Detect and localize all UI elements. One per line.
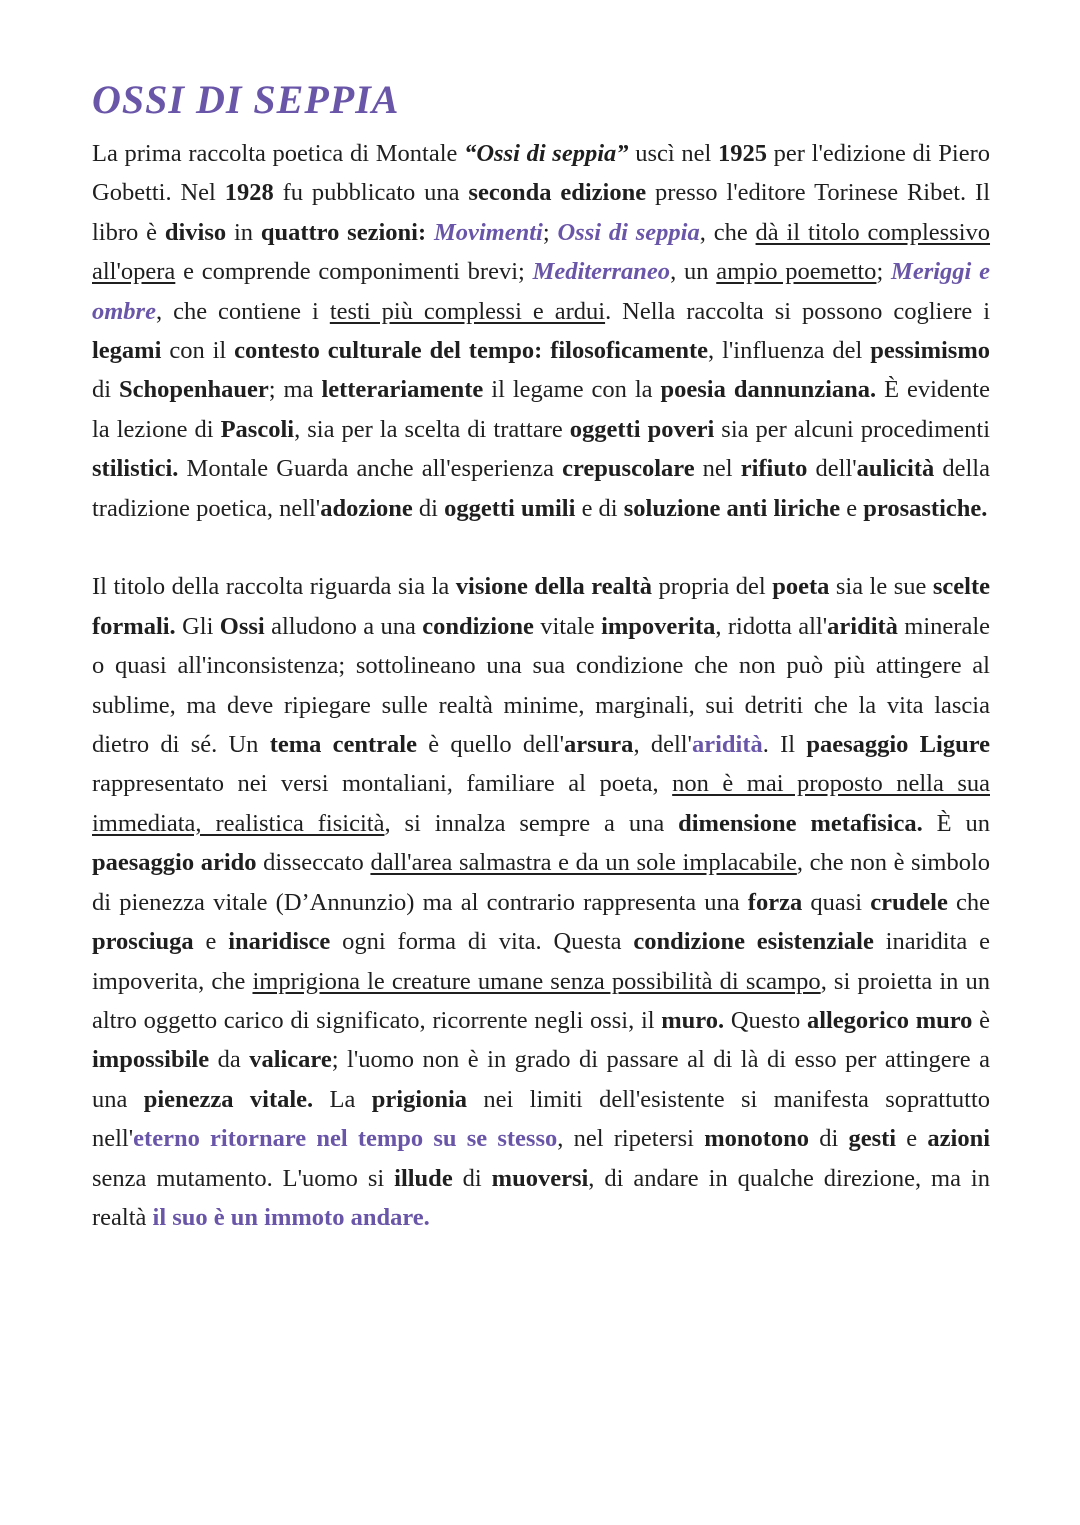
text-segment: prosastiche.: [863, 494, 988, 522]
text-segment: pienezza vitale.: [143, 1085, 314, 1113]
text-segment: Il titolo della raccolta riguarda sia la: [92, 573, 456, 601]
text-segment: crepuscolare: [562, 455, 695, 483]
text-segment: disseccato: [256, 849, 371, 877]
text-segment: valicare: [249, 1046, 332, 1074]
text-segment: dimensione metafisica.: [678, 809, 923, 837]
text-segment: condizione: [422, 612, 534, 640]
text-segment: 1925: [717, 140, 767, 167]
text-segment: [426, 219, 434, 246]
text-segment: filosoficamente: [550, 337, 709, 365]
text-segment: , si proietta in un altro oggetto carico di significato, ricorrente negli ossi, il: [92, 967, 990, 1034]
text-segment: da: [209, 1046, 250, 1074]
page-title: OSSI DI SEPPIA: [92, 77, 400, 122]
text-segment: crudele: [870, 888, 948, 916]
text-segment: dell': [807, 455, 857, 483]
text-segment: stilistici.: [92, 455, 179, 483]
text-segment: di: [809, 1125, 849, 1153]
text-segment: 1928: [224, 179, 274, 207]
text-segment: ; l'uomo non è in grado di passare al di là di esso per attingere a una: [92, 1046, 990, 1113]
paragraph-title-meaning: [92, 567, 990, 1237]
text-segment: arsura: [564, 731, 634, 759]
text-segment: quasi: [802, 888, 871, 916]
text-segment: ampio poemetto: [716, 258, 877, 286]
text-segment: Schopenhauer: [119, 376, 269, 404]
text-segment: prosciuga: [92, 928, 194, 956]
text-segment: sia le sue: [829, 573, 933, 601]
text-segment: per l'edizione di Piero Gobetti. Nel: [92, 140, 990, 207]
text-segment: , l'influenza del: [708, 337, 871, 365]
text-segment: , che: [699, 218, 756, 246]
text-segment: fu pubblicato una: [273, 179, 469, 207]
text-segment: muro.: [661, 1006, 725, 1034]
text-segment: , che non è simbolo di pienezza vitale (D’Annunzio) ma al contrario rappresenta una: [92, 849, 991, 916]
text-segment: Ossi: [219, 612, 265, 640]
paragraph-intro: [92, 134, 990, 528]
document-page: [92, 72, 990, 1237]
text-segment: il legame con la: [483, 376, 661, 404]
text-segment: e: [193, 928, 229, 956]
text-segment: ogni forma di vita. Questa: [330, 928, 634, 956]
text-segment: aridità: [691, 731, 763, 759]
text-segment: La: [313, 1085, 372, 1113]
text-segment: senza mutamento. L'uomo si: [92, 1164, 395, 1192]
text-segment: e di: [575, 494, 624, 522]
text-segment: il suo è un immoto andare.: [152, 1203, 430, 1231]
text-segment: rappresentato nei versi montaliani, familiare al poeta,: [92, 770, 673, 798]
text-segment: , ridotta all': [715, 612, 828, 640]
text-segment: Meriggi e ombre: [92, 258, 990, 325]
text-segment: È evidente la lezione di: [92, 376, 990, 443]
text-segment: oggetti poveri: [569, 415, 715, 443]
text-segment: e comprende componimenti brevi;: [175, 258, 533, 286]
text-segment: , un: [670, 258, 717, 286]
text-segment: È un: [922, 809, 991, 837]
text-segment: inaridita e impoverita, che: [92, 928, 991, 995]
text-segment: diviso: [164, 218, 227, 246]
text-segment: oggetti umili: [444, 494, 576, 522]
text-segment: quattro sezioni:: [260, 218, 427, 246]
text-segment: eterno ritornare nel tempo su se stesso: [133, 1125, 558, 1153]
text-segment: legami: [92, 337, 162, 365]
text-segment: paesaggio Ligure: [806, 731, 991, 759]
text-segment: allegorico muro: [806, 1006, 973, 1034]
text-segment: ; ma: [268, 376, 322, 404]
text-segment: rifiuto: [740, 455, 808, 483]
text-segment: aulicità: [856, 455, 935, 483]
text-segment: aridità: [827, 612, 898, 640]
text-segment: gesti: [848, 1125, 897, 1153]
text-segment: Ossi di seppia: [557, 218, 700, 246]
text-segment: dall'area salmastra e da un sole implacabile: [370, 849, 797, 877]
text-segment: di: [412, 494, 445, 522]
text-segment: monotono: [704, 1125, 810, 1153]
text-segment: impossibile: [92, 1046, 210, 1074]
text-segment: , nel ripetersi: [557, 1125, 705, 1153]
text-segment: , sia per la scelta di trattare: [294, 415, 570, 443]
text-segment: soluzione anti liriche: [623, 494, 841, 522]
text-segment: della tradizione poetica, nell': [92, 455, 990, 522]
text-segment: nel: [694, 455, 741, 483]
text-segment: [542, 337, 550, 364]
text-segment: che: [947, 888, 991, 916]
text-segment: Gli: [175, 612, 220, 640]
text-segment: , che contiene i: [155, 297, 330, 325]
text-segment: Montale Guarda anche all'esperienza: [178, 455, 563, 483]
text-segment: non è mai proposto nella sua immediata, realistica fisicità: [92, 770, 990, 837]
text-segment: è: [972, 1006, 990, 1034]
text-segment: letterariamente: [321, 376, 484, 404]
text-segment: , di andare in qualche direzione, ma in realtà: [92, 1164, 990, 1231]
text-segment: inaridisce: [228, 928, 331, 956]
text-segment: minerale o quasi all'inconsistenza; sottolineano una sua condizione che non può più attingere al sublime, ma deve ripiegare sulle realtà minime, marginali, sui detriti che la vita lascia dietro di sé. Un: [92, 612, 991, 759]
text-segment: forza: [747, 888, 803, 916]
text-segment: seconda edizione: [468, 179, 647, 207]
text-segment: con il: [161, 337, 235, 365]
text-segment: uscì nel: [628, 140, 718, 167]
text-segment: propria del: [652, 573, 773, 601]
text-segment: prigionia: [371, 1085, 468, 1113]
text-segment: , dell': [633, 731, 692, 759]
text-segment: e: [840, 494, 864, 522]
text-segment: di: [452, 1164, 492, 1192]
text-segment: scelte formali.: [92, 573, 990, 640]
text-segment: è quello dell': [416, 731, 565, 759]
text-segment: in: [226, 218, 261, 246]
text-segment: imprigiona le creature umane senza possibilità di scampo: [252, 967, 821, 995]
text-segment: alludono a una: [264, 612, 423, 640]
text-segment: Questo: [724, 1006, 807, 1034]
text-segment: visione della realtà: [455, 573, 653, 601]
text-segment: “Ossi di seppia”: [464, 140, 629, 167]
text-segment: adozione: [320, 494, 413, 522]
text-segment: muoversi: [491, 1164, 589, 1192]
text-segment: vitale: [533, 612, 602, 640]
text-segment: Pascoli: [220, 415, 295, 443]
text-segment: impoverita: [601, 612, 716, 640]
text-segment: La prima raccolta poetica di Montale: [92, 140, 465, 167]
text-segment: tema centrale: [269, 731, 417, 759]
text-segment: paesaggio arido: [92, 849, 257, 877]
text-segment: contesto culturale del tempo:: [234, 337, 543, 365]
text-segment: Movimenti: [433, 218, 543, 246]
text-segment: ;: [542, 218, 558, 246]
text-segment: ;: [876, 258, 892, 286]
text-segment: poeta: [772, 573, 830, 601]
text-segment: azioni: [927, 1125, 991, 1153]
text-segment: dà il titolo complessivo all'opera: [92, 218, 991, 286]
text-segment: condizione esistenziale: [633, 928, 874, 956]
text-segment: . Il: [762, 731, 807, 759]
text-segment: illude: [394, 1164, 453, 1192]
text-segment: sia per alcuni procedimenti: [714, 415, 991, 443]
text-segment: Mediterraneo: [532, 258, 671, 286]
text-segment: presso l'editore Torinese Ribet. Il libro è: [92, 179, 991, 246]
text-segment: . Nella raccolta si possono cogliere i: [605, 297, 991, 325]
text-segment: e: [896, 1125, 928, 1153]
text-segment: pessimismo: [870, 337, 990, 365]
text-segment: , si innalza sempre a una: [384, 809, 679, 837]
text-segment: testi più complessi e ardui: [329, 297, 606, 325]
text-segment: poesia dannunziana.: [660, 376, 877, 404]
text-segment: di: [92, 376, 120, 404]
text-segment: nei limiti dell'esistente si manifesta soprattutto nell': [92, 1085, 991, 1153]
